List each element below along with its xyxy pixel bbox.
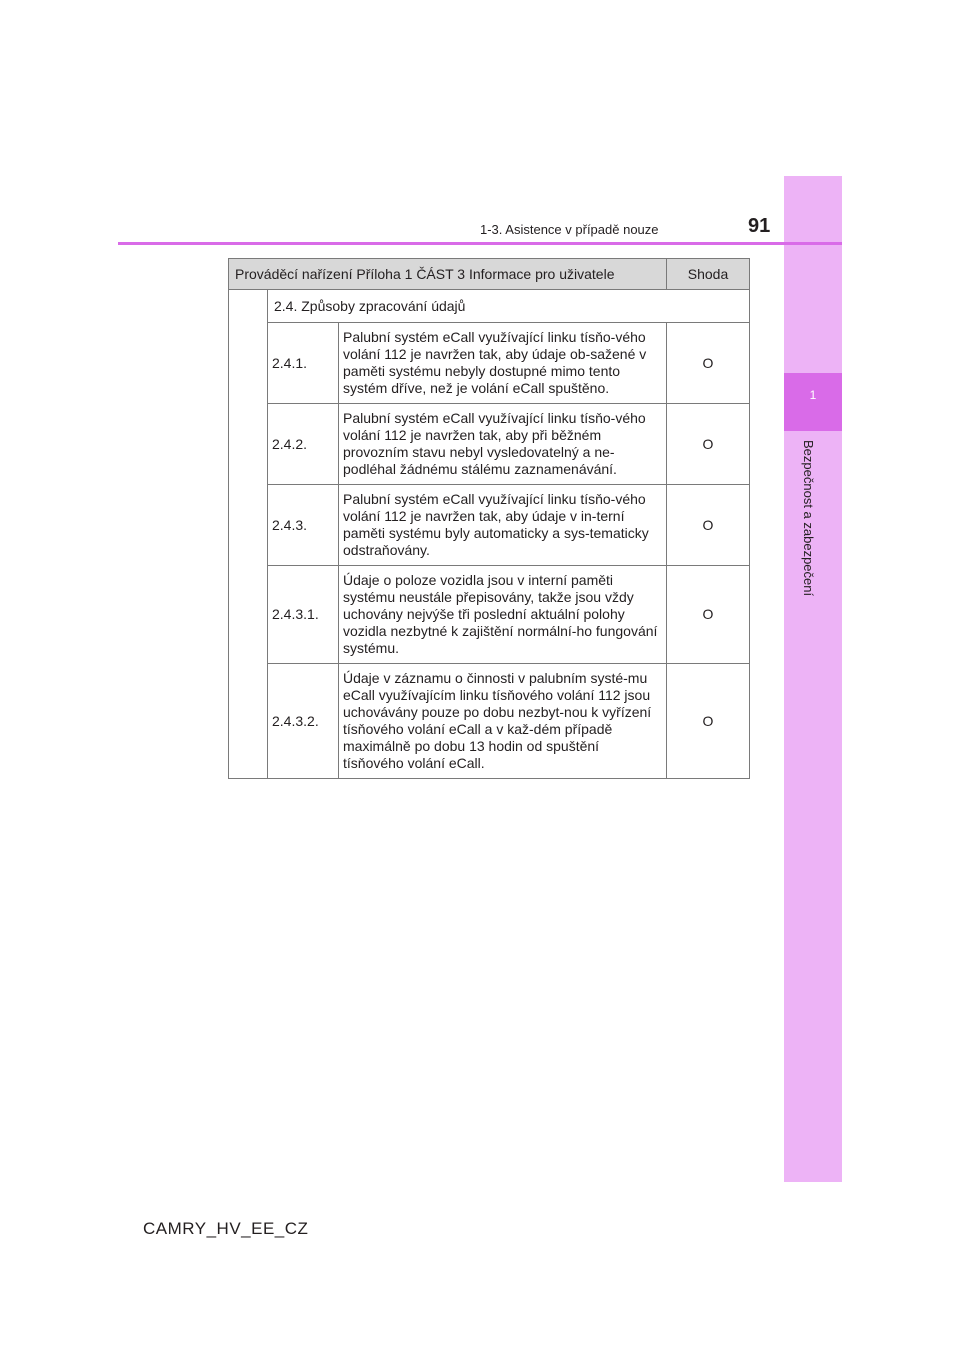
row-mark: O [667,323,750,404]
chapter-number: 1 [809,388,817,402]
table-header-left: Prováděcí nařízení Příloha 1 ČÁST 3 Informace pro uživatele [229,259,667,290]
row-mark: O [667,664,750,779]
table-header-row [229,259,750,290]
table-row [229,323,750,404]
header-rule [118,242,842,245]
page-number: 91 [748,215,771,237]
row-code: 2.4.1. [268,323,339,404]
indent-cell [229,290,268,779]
chapter-side-tab [784,176,842,1182]
row-code: 2.4.3.2. [268,664,339,779]
row-code: 2.4.3. [268,485,339,566]
document-code: CAMRY_HV_EE_CZ [143,1219,309,1238]
section-title: 1-3. Asistence v případě nouze [480,222,659,237]
row-text: Palubní systém eCall využívající linku tísňo-vého volání 112 je navržen tak, aby údaje v in-terní paměti systému byly automaticky a sys-tematicky odstraňovány. [339,485,667,566]
row-mark: O [667,404,750,485]
row-text: Palubní systém eCall využívající linku tísňo-vého volání 112 je navržen tak, aby údaje ob-sažené v paměti systému nebyly dostupné mimo tento systém dříve, než je volání eCall spuštěno. [339,323,667,404]
chapter-number-tab [784,373,842,431]
row-text: Údaje v záznamu o činnosti v palubním systé-mu eCall využívajícím linku tísňového volání 112 jsou uchovávány pouze po dobu nezbyt-nou k vyřízení tísňového volání eCall a v kaž-dém případě maximálně po dobu 13 hodin od spuštění tísňového volání eCall. [339,664,667,779]
chapter-label: Bezpečnost a zabezpečení [801,440,816,597]
section-heading: 2.4. Způsoby zpracování údajů [268,290,750,323]
row-code: 2.4.3.1. [268,566,339,664]
row-text: Údaje o poloze vozidla jsou v interní paměti systému neustále přepisovány, takže jsou vždy uchovány nejvýše tři poslední aktuální polohy vozidla nezbytné k zajištění normální-ho fungování systému. [339,566,667,664]
compliance-table [228,258,750,779]
row-code: 2.4.2. [268,404,339,485]
row-mark: O [667,485,750,566]
row-mark: O [667,566,750,664]
table-row [229,485,750,566]
table-row [229,404,750,485]
section-row [229,290,750,323]
table-row [229,566,750,664]
table-header-right: Shoda [667,259,750,290]
row-text: Palubní systém eCall využívající linku tísňo-vého volání 112 je navržen tak, aby při běžném provozním stavu nebyl vysledovatelný a ne-podléhal žádnému stálému zaznamenávání. [339,404,667,485]
table-row [229,664,750,779]
